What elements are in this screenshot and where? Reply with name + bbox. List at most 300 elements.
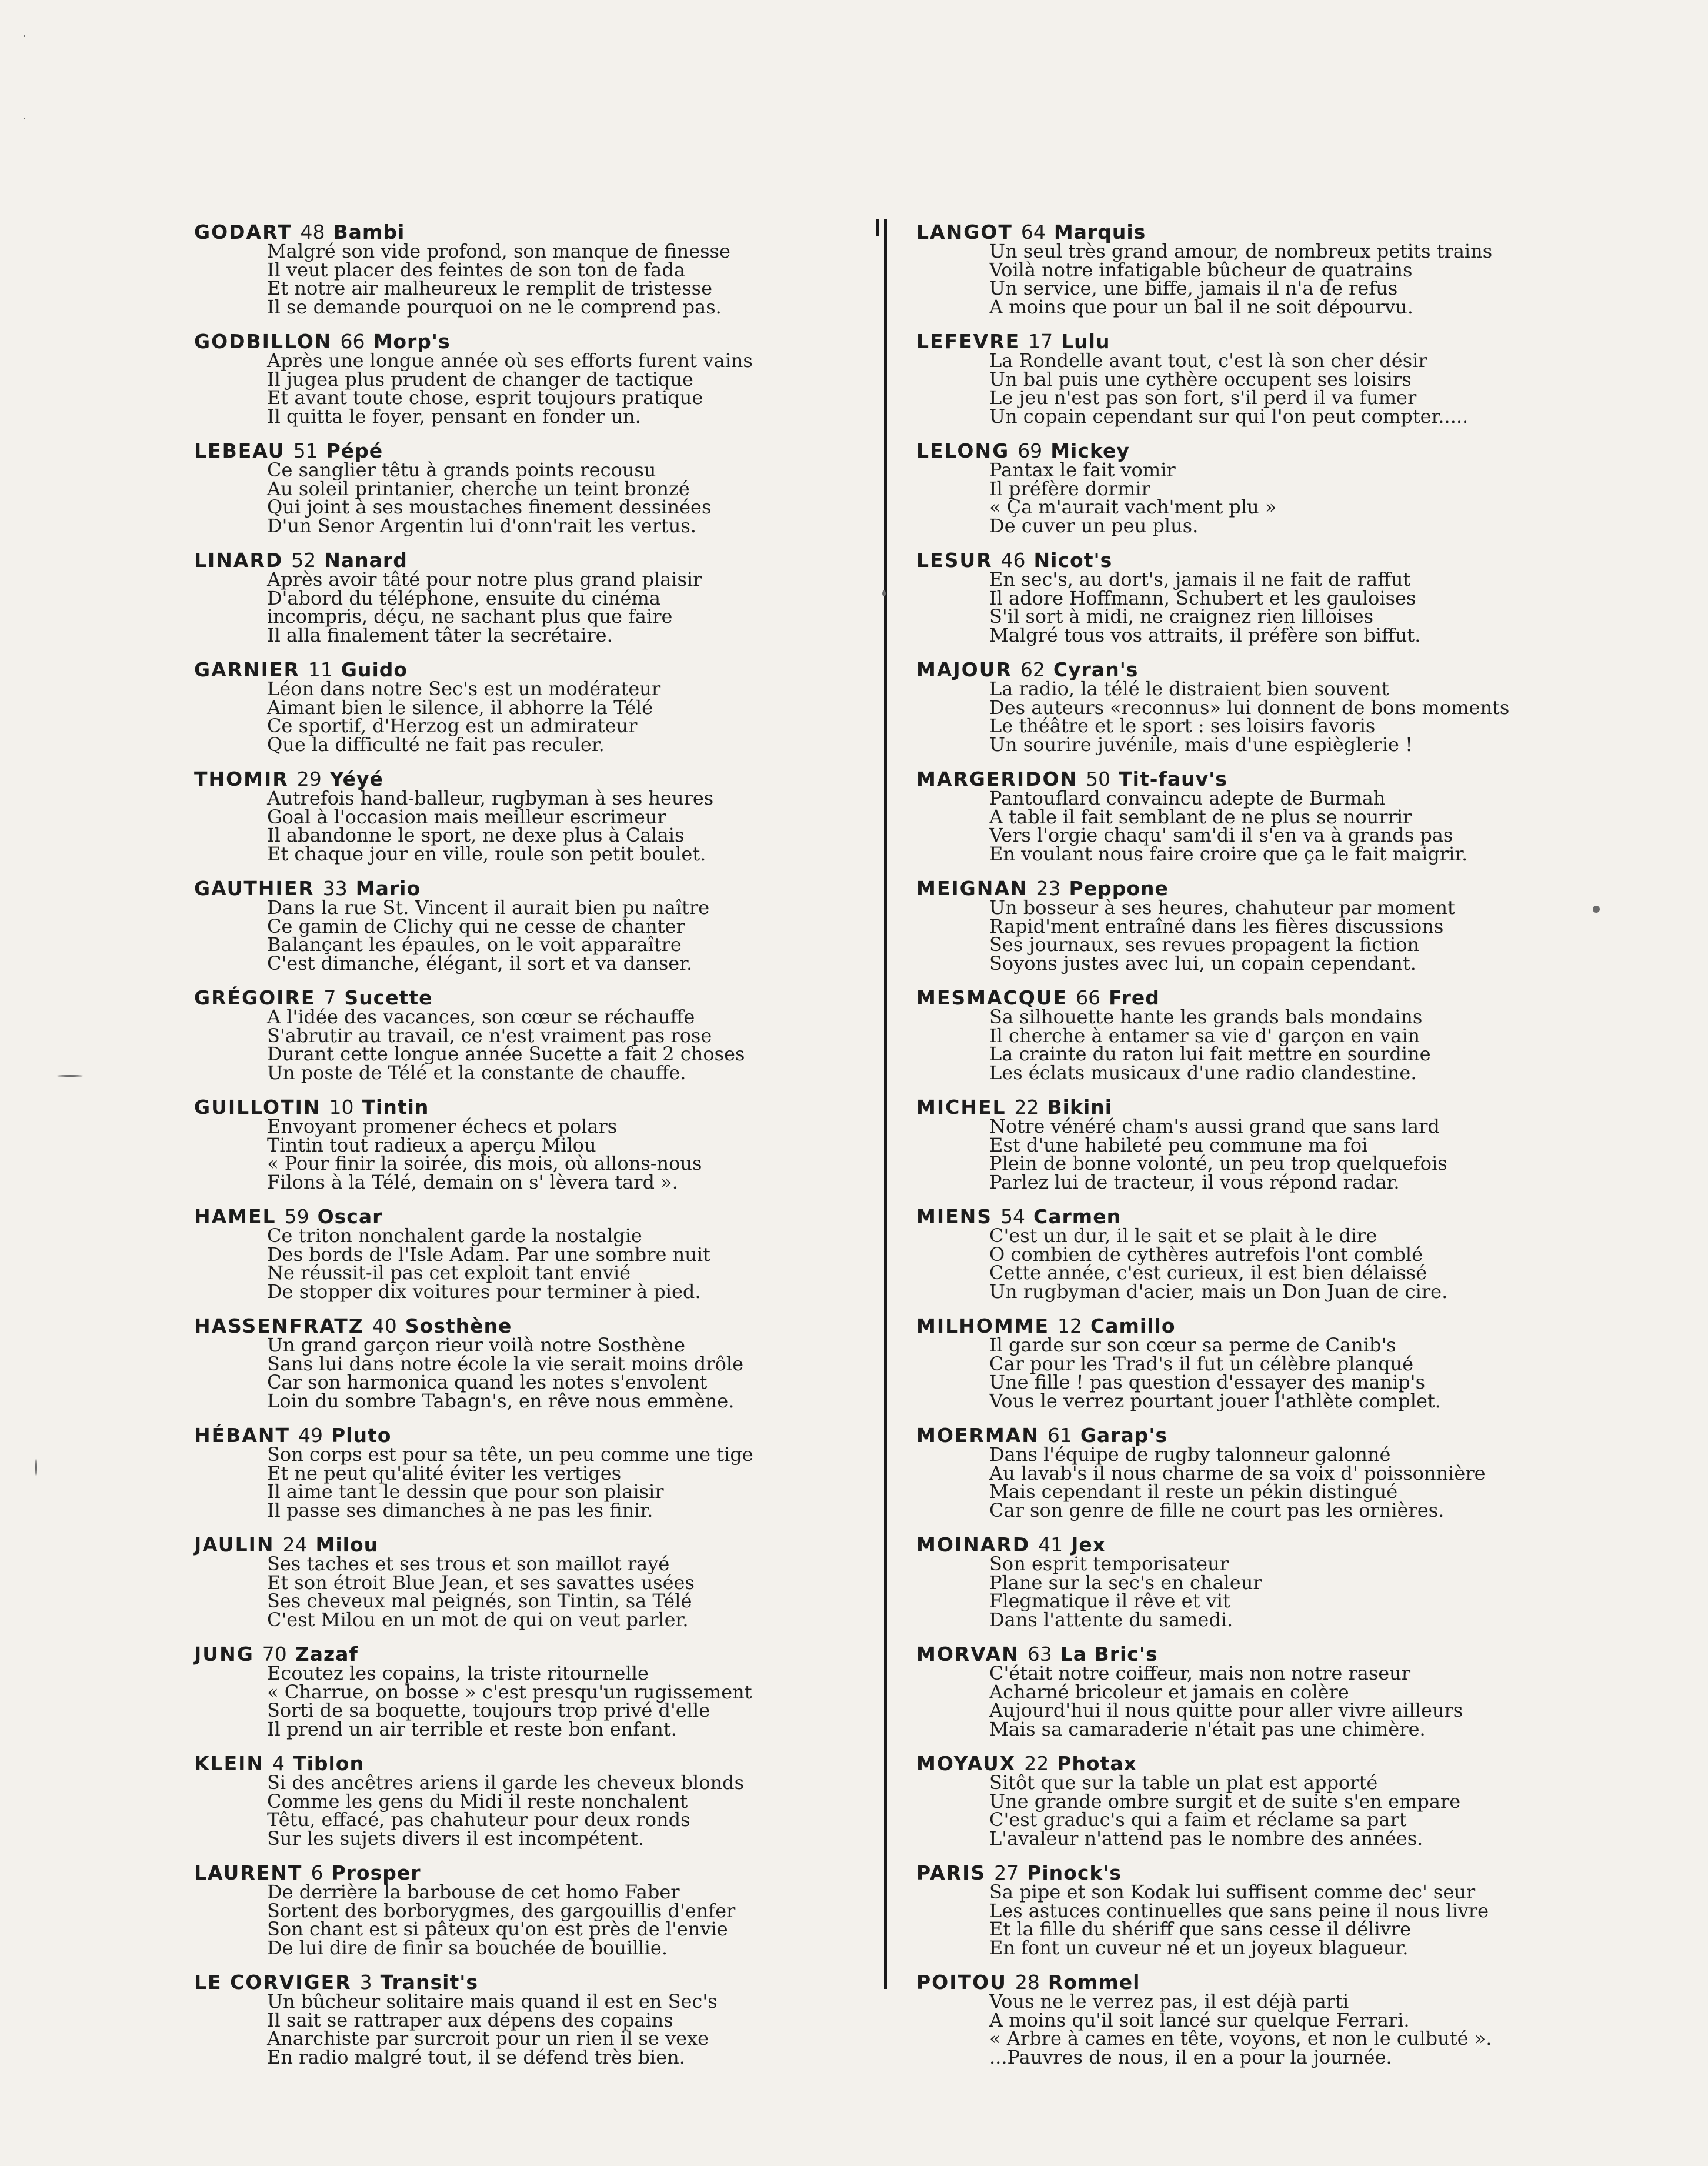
- student-nickname: Oscar: [317, 1205, 383, 1228]
- poem-entry: [916, 1754, 1610, 1848]
- entry-heading: [194, 988, 882, 1008]
- verse-line: Il passe ses dimanches à ne pas les finir.: [267, 1498, 653, 1521]
- verse-line: Sur les sujets divers il est incompétent.: [267, 1827, 644, 1850]
- verse-line: Anarchiste par surcroit pour un rien il se vexe: [267, 2027, 709, 2050]
- verse-block: [267, 677, 882, 756]
- entry-heading: [194, 1754, 882, 1774]
- student-name: MOERMAN: [916, 1424, 1039, 1447]
- verse-line: C'est graduc's qui a faim et réclame sa part: [989, 1808, 1407, 1831]
- student-nickname: Fred: [1109, 986, 1160, 1009]
- poem-entry: [194, 1097, 882, 1192]
- student-name: HASSENFRATZ: [194, 1314, 364, 1337]
- verse-line: A moins qu'il soit lancé sur quelque Ferrari.: [989, 2008, 1410, 2031]
- student-number: 33: [322, 877, 348, 900]
- verse-block: [267, 570, 882, 645]
- verse-line: Notre vénéré cham's aussi grand que sans lard: [989, 1115, 1440, 1137]
- student-name: LAURENT: [194, 1861, 303, 1884]
- verse-block: [267, 242, 882, 316]
- verse-line: Un rugbyman d'acier, mais un Don Juan de cire.: [989, 1280, 1448, 1303]
- entry-heading: [194, 769, 882, 789]
- student-name: LESUR: [916, 549, 993, 572]
- poem-entry: [194, 1207, 882, 1301]
- verse-line: Dans l'attente du samedi.: [989, 1608, 1233, 1631]
- verse-line: De cuver un peu plus.: [989, 514, 1199, 537]
- verse-line: C'est un dur, il le sait et se plait à le dire: [989, 1224, 1377, 1247]
- verse-line: Comme les gens du Midi il reste nonchalent: [267, 1790, 688, 1813]
- poem-entry: [194, 222, 882, 316]
- verse-line: ...Pauvres de nous, il en a pour la journée.: [989, 2045, 1392, 2068]
- verse-line: Sorti de sa boquette, toujours trop privé d'elle: [267, 1699, 710, 1721]
- verse-line: Ce sportif, d'Herzog est un admirateur: [267, 715, 638, 737]
- verse-line: Car pour les Trad's il fut un célèbre planqué: [989, 1352, 1414, 1375]
- verse-line: Le théâtre et le sport : ses loisirs favoris: [989, 715, 1376, 737]
- student-name: GODBILLON: [194, 330, 332, 353]
- student-number: 29: [296, 767, 322, 790]
- verse-line: Il cherche à entamer sa vie d' garçon en vain: [989, 1024, 1420, 1047]
- entry-heading: [194, 1426, 882, 1446]
- verse-block: [267, 1555, 882, 1629]
- verse-line: Il prend un air terrible et reste bon enfant.: [267, 1717, 677, 1740]
- student-name: HAMEL: [194, 1205, 276, 1228]
- verse-line: Plein de bonne volonté, un peu trop quelquefois: [989, 1152, 1447, 1174]
- student-number: 12: [1058, 1314, 1083, 1337]
- verse-line: Des auteurs «reconnus» lui donnent de bons moments: [989, 696, 1510, 719]
- entry-heading: [194, 441, 882, 461]
- verse-block: [267, 349, 882, 428]
- verse-block: [989, 1117, 1610, 1192]
- student-number: 66: [1076, 986, 1101, 1009]
- scan-speck: [24, 35, 25, 37]
- verse-line: Ses taches et ses trous et son maillot rayé: [267, 1553, 670, 1575]
- verse-line: La radio, la télé le distraient bien souvent: [989, 677, 1389, 700]
- verse-line: Car son harmonica quand les notes s'envolent: [267, 1371, 708, 1393]
- verse-line: Parlez lui de tracteur, il vous répond radar.: [989, 1170, 1400, 1193]
- entry-heading: [916, 550, 1610, 570]
- student-number: 40: [372, 1314, 397, 1337]
- student-name: GRÉGOIRE: [194, 986, 316, 1009]
- student-number: 11: [308, 658, 333, 681]
- scan-speck: [1593, 906, 1600, 913]
- verse-line: De derrière la barbouse de cet homo Faber: [267, 1881, 680, 1903]
- verse-block: [989, 896, 1610, 974]
- verse-line: Autrefois hand-balleur, rugbyman à ses heures: [267, 787, 714, 809]
- student-number: 3: [359, 1971, 372, 1994]
- student-nickname: Tit-fauv's: [1119, 767, 1227, 790]
- student-nickname: Pépé: [326, 439, 383, 462]
- entry-heading: [916, 332, 1610, 352]
- poem-entry: [916, 1316, 1610, 1410]
- student-nickname: La Bric's: [1060, 1643, 1158, 1666]
- poem-entry: [916, 879, 1610, 973]
- entry-heading: [916, 1535, 1610, 1555]
- verse-line: Balançant les épaules, on le voit apparaître: [267, 933, 682, 956]
- verse-line: A l'idée des vacances, son cœur se réchauffe: [267, 1006, 695, 1028]
- entry-heading: [916, 1973, 1610, 1993]
- poem-entry: [916, 1426, 1610, 1520]
- verse-line: Est d'une habileté peu commune ma foi: [989, 1133, 1368, 1156]
- verse-line: En voulant nous faire croire que ça le fait maigrir.: [989, 842, 1468, 865]
- entry-heading: [916, 988, 1610, 1008]
- student-name: MAJOUR: [916, 658, 1012, 681]
- entry-heading: [916, 1097, 1610, 1117]
- entry-heading: [194, 1316, 882, 1336]
- verse-block: [989, 1224, 1610, 1303]
- left-column: [194, 222, 882, 2082]
- student-name: MARGERIDON: [916, 767, 1078, 790]
- poem-entry: [194, 1973, 882, 2067]
- entry-heading: [916, 1644, 1610, 1664]
- verse-block: [267, 1883, 882, 1957]
- verse-line: Après une longue année où ses efforts furent vains: [267, 349, 753, 372]
- verse-line: De lui dire de finir sa bouchée de bouillie.: [267, 1936, 668, 1959]
- verse-line: Et la fille du shériff que sans cesse il délivre: [989, 1918, 1412, 1940]
- poem-entry: [916, 769, 1610, 863]
- verse-block: [267, 1443, 882, 1521]
- student-nickname: Carmen: [1033, 1205, 1122, 1228]
- verse-line: Dans l'équipe de rugby talonneur galonné: [989, 1443, 1391, 1466]
- student-number: 49: [298, 1424, 323, 1447]
- verse-line: Ses cheveux mal peignés, son Tintin, sa Télé: [267, 1590, 692, 1612]
- verse-line: La crainte du raton lui fait mettre en sourdine: [989, 1043, 1431, 1065]
- verse-line: Ce gamin de Clichy qui ne cesse de chanter: [267, 915, 685, 937]
- verse-line: Il alla finalement tâter la secrétaire.: [267, 623, 613, 646]
- scan-speck: [24, 118, 25, 119]
- student-number: 48: [300, 221, 325, 243]
- student-number: 27: [994, 1861, 1019, 1884]
- student-name: LE CORVIGER: [194, 1971, 352, 1994]
- verse-line: Ce triton nonchalent garde la nostalgie: [267, 1224, 642, 1247]
- student-number: 24: [282, 1533, 308, 1556]
- verse-line: Les éclats musicaux d'une radio clandestine.: [989, 1061, 1417, 1084]
- verse-line: Flegmatique il rêve et vit: [989, 1590, 1230, 1612]
- student-name: LEFEVRE: [916, 330, 1020, 353]
- student-name: THOMIR: [194, 767, 289, 790]
- poem-entry: [194, 550, 882, 645]
- poem-entry: [916, 332, 1610, 426]
- student-number: 46: [1000, 549, 1026, 572]
- student-name: MESMACQUE: [916, 986, 1068, 1009]
- scan-speck: [56, 1075, 84, 1077]
- student-nickname: Bikini: [1047, 1096, 1113, 1119]
- student-number: 63: [1027, 1643, 1052, 1666]
- student-number: 66: [340, 330, 365, 353]
- verse-line: Un bosseur à ses heures, chahuteur par moment: [989, 896, 1455, 919]
- student-name: GAUTHIER: [194, 877, 315, 900]
- verse-line: Sa pipe et son Kodak lui suffisent comme dec' seur: [989, 1881, 1476, 1903]
- verse-line: Rapid'ment entraîné dans les fières discussions: [989, 915, 1444, 937]
- verse-line: Un service, une biffe, jamais il n'a de refus: [989, 277, 1398, 299]
- student-nickname: Pinock's: [1027, 1861, 1122, 1884]
- verse-line: Ecoutez les copains, la triste ritournelle: [267, 1662, 649, 1684]
- poem-entry: [194, 441, 882, 535]
- student-name: GUILLOTIN: [194, 1096, 321, 1119]
- entry-heading: [916, 1316, 1610, 1336]
- poem-entry: [916, 1097, 1610, 1192]
- poem-entry: [194, 1863, 882, 1957]
- verse-block: [989, 349, 1610, 428]
- poem-entry: [916, 1863, 1610, 1957]
- verse-line: Il préfère dormir: [989, 477, 1150, 500]
- verse-line: Les astuces continuelles que sans peine il nous livre: [989, 1899, 1489, 1922]
- verse-block: [989, 1990, 1610, 2068]
- student-number: 23: [1036, 877, 1061, 900]
- student-name: PARIS: [916, 1861, 986, 1884]
- poem-entry: [916, 660, 1610, 754]
- verse-line: Plane sur la sec's en chaleur: [989, 1571, 1262, 1594]
- verse-line: Car son genre de fille ne court pas les ornières.: [989, 1498, 1445, 1521]
- verse-line: « Pour finir la soirée, dis mois, où allons-nous: [267, 1152, 702, 1174]
- verse-line: Il sait se rattraper aux dépens des copains: [267, 2008, 673, 2031]
- verse-line: C'est Milou en un mot de qui on veut parler.: [267, 1608, 689, 1631]
- verse-line: Envoyant promener échecs et polars: [267, 1115, 618, 1137]
- student-nickname: Sucette: [344, 986, 433, 1009]
- student-nickname: Lulu: [1061, 330, 1110, 353]
- verse-block: [989, 1555, 1610, 1629]
- verse-line: Au soleil printanier, cherche un teint bronzé: [267, 477, 690, 500]
- verse-line: Un copain cependant sur qui l'on peut compter.....: [989, 405, 1469, 428]
- student-nickname: Tiblon: [293, 1752, 364, 1775]
- verse-line: Il abandonne le sport, ne dexe plus à Calais: [267, 824, 685, 846]
- student-number: 54: [1000, 1205, 1026, 1228]
- student-nickname: Mickey: [1050, 439, 1130, 462]
- verse-block: [989, 1336, 1610, 1410]
- student-number: 61: [1047, 1424, 1072, 1447]
- verse-line: Ce sanglier têtu à grands points recousu: [267, 459, 656, 481]
- verse-block: [989, 789, 1610, 863]
- verse-block: [989, 1883, 1610, 1957]
- verse-line: « Charrue, on bosse » c'est presqu'un rugissement: [267, 1680, 752, 1703]
- poem-entry: [194, 1535, 882, 1629]
- entry-heading: [916, 441, 1610, 461]
- verse-block: [989, 1443, 1610, 1521]
- verse-line: Sa silhouette hante les grands bals mondains: [989, 1006, 1423, 1028]
- verse-line: Soyons justes avec lui, un copain cependant.: [989, 952, 1416, 974]
- student-number: 52: [291, 549, 316, 572]
- entry-heading: [194, 1535, 882, 1555]
- verse-block: [267, 1771, 882, 1850]
- student-name: LELONG: [916, 439, 1010, 462]
- verse-block: [989, 1008, 1610, 1082]
- verse-line: Ne réussit-il pas cet exploit tant envié: [267, 1261, 631, 1284]
- verse-line: Vous ne le verrez pas, il est déjà parti: [989, 1990, 1349, 2013]
- verse-block: [267, 1224, 882, 1303]
- entry-heading: [194, 879, 882, 899]
- verse-line: Son chant est si pâteux qu'on est près de l'envie: [267, 1918, 728, 1940]
- verse-block: [267, 1008, 882, 1082]
- entry-heading: [916, 222, 1610, 242]
- entry-heading: [916, 769, 1610, 789]
- poem-entry: [916, 1644, 1610, 1738]
- verse-line: Et son étroit Blue Jean, et ses savattes usées: [267, 1571, 695, 1594]
- verse-line: Qui joint à ses moustaches finement dessinées: [267, 496, 712, 518]
- entry-heading: [194, 1973, 882, 1993]
- verse-line: Pantax le fait vomir: [989, 459, 1176, 481]
- student-number: 59: [284, 1205, 309, 1228]
- student-name: LINARD: [194, 549, 283, 572]
- verse-line: Ses journaux, ses revues propagent la fiction: [989, 933, 1420, 956]
- verse-line: Filons à la Télé, demain on s' lèvera tard ».: [267, 1170, 678, 1193]
- verse-line: Aimant bien le silence, il abhorre la Télé: [267, 696, 653, 719]
- verse-block: [989, 242, 1610, 316]
- verse-line: En radio malgré tout, il se défend très bien.: [267, 2045, 685, 2068]
- entry-heading: [194, 1644, 882, 1664]
- student-name: MIENS: [916, 1205, 993, 1228]
- student-number: 17: [1028, 330, 1053, 353]
- verse-line: S'il sort à midi, ne craignez rien lilloises: [989, 605, 1374, 628]
- verse-line: Si des ancêtres ariens il garde les cheveux blonds: [267, 1771, 744, 1794]
- verse-line: Il garde sur son cœur sa perme de Canib's: [989, 1334, 1396, 1356]
- verse-line: Vous le verrez pourtant jouer l'athlète complet.: [989, 1389, 1441, 1412]
- student-nickname: Guido: [341, 658, 408, 681]
- entry-heading: [916, 1426, 1610, 1446]
- poem-entry: [194, 1426, 882, 1520]
- verse-block: [989, 1664, 1610, 1738]
- poem-entry: [916, 1207, 1610, 1301]
- student-name: JUNG: [194, 1643, 254, 1666]
- verse-line: Acharné bricoleur et jamais en colère: [989, 1680, 1349, 1703]
- verse-line: Durant cette longue année Sucette a fait 2 choses: [267, 1043, 745, 1065]
- verse-line: Un seul très grand amour, de nombreux petits trains: [989, 240, 1493, 262]
- verse-line: Des bords de l'Isle Adam. Par une sombre nuit: [267, 1243, 710, 1266]
- student-number: 22: [1024, 1752, 1049, 1775]
- student-name: LANGOT: [916, 221, 1013, 243]
- poem-entry: [916, 1973, 1610, 2067]
- student-nickname: Yéyé: [329, 767, 383, 790]
- entry-heading: [194, 550, 882, 570]
- verse-line: Sitôt que sur la table un plat est apporté: [989, 1771, 1378, 1794]
- student-name: KLEIN: [194, 1752, 265, 1775]
- student-name: JAULIN: [194, 1533, 275, 1556]
- student-name: HÉBANT: [194, 1424, 290, 1447]
- student-nickname: Cyran's: [1053, 658, 1139, 681]
- verse-block: [989, 570, 1610, 645]
- verse-line: Dans la rue St. Vincent il aurait bien pu naître: [267, 896, 710, 919]
- verse-line: Que la difficulté ne fait pas reculer.: [267, 733, 605, 756]
- entry-heading: [194, 1207, 882, 1227]
- student-name: MICHEL: [916, 1096, 1006, 1119]
- student-nickname: Garap's: [1080, 1424, 1168, 1447]
- entry-heading: [194, 1097, 882, 1117]
- verse-line: Il adore Hoffmann, Schubert et les gauloises: [989, 586, 1416, 609]
- poem-entry: [916, 988, 1610, 1082]
- verse-line: D'un Senor Argentin lui d'onn'rait les vertus.: [267, 514, 696, 537]
- student-nickname: Mario: [355, 877, 421, 900]
- poem-entry: [916, 1535, 1610, 1629]
- verse-line: Loin du sombre Tabagn's, en rêve nous emmène.: [267, 1389, 735, 1412]
- verse-line: Mais cependant il reste un pékin distingué: [989, 1480, 1398, 1503]
- verse-line: Son esprit temporisateur: [989, 1553, 1229, 1575]
- student-nickname: Milou: [315, 1533, 379, 1556]
- right-column: [916, 222, 1610, 2082]
- verse-line: Un grand garçon rieur voilà notre Sosthène: [267, 1334, 686, 1356]
- student-name: MILHOMME: [916, 1314, 1050, 1337]
- verse-line: En font un cuveur né et un joyeux blagueur.: [989, 1936, 1409, 1959]
- column-rule-tick: [876, 219, 879, 236]
- verse-line: C'est dimanche, élégant, il sort et va danser.: [267, 952, 693, 974]
- verse-line: Le jeu n'est pas son fort, s'il perd il va fumer: [989, 386, 1417, 409]
- student-number: 51: [293, 439, 318, 462]
- verse-block: [267, 1117, 882, 1192]
- poem-entry: [194, 332, 882, 426]
- column-divider: [884, 219, 887, 1989]
- student-number: 4: [272, 1752, 285, 1775]
- verse-line: Tintin tout radieux a aperçu Milou: [267, 1133, 596, 1156]
- verse-line: Sans lui dans notre école la vie serait moins drôle: [267, 1352, 743, 1375]
- verse-line: Un bûcheur solitaire mais quand il est en Sec's: [267, 1990, 718, 2013]
- student-number: 7: [323, 986, 336, 1009]
- verse-line: Aujourd'hui il nous quitte pour aller vivre ailleurs: [989, 1699, 1463, 1721]
- verse-block: [267, 461, 882, 535]
- student-name: GARNIER: [194, 658, 300, 681]
- entry-heading: [916, 1754, 1610, 1774]
- verse-line: Têtu, effacé, pas chahuteur pour deux ronds: [267, 1808, 690, 1831]
- verse-line: Vers l'orgie chaqu' sam'di il s'en va à grands pas: [989, 824, 1453, 846]
- student-nickname: Photax: [1057, 1752, 1137, 1775]
- verse-line: Léon dans notre Sec's est un modérateur: [267, 677, 661, 700]
- verse-line: Il jugea plus prudent de changer de tactique: [267, 368, 693, 391]
- scan-speck: [35, 1459, 37, 1476]
- student-nickname: Jex: [1071, 1533, 1106, 1556]
- verse-line: Voilà notre infatigable bûcheur de quatrains: [989, 258, 1413, 281]
- student-number: 28: [1015, 1971, 1040, 1994]
- student-name: MEIGNAN: [916, 877, 1028, 900]
- student-nickname: Marquis: [1053, 221, 1146, 243]
- verse-line: C'était notre coiffeur, mais non notre raseur: [989, 1662, 1411, 1684]
- verse-block: [989, 1771, 1610, 1850]
- verse-block: [267, 1664, 882, 1738]
- student-name: POITOU: [916, 1971, 1007, 1994]
- poem-entry: [194, 1316, 882, 1410]
- verse-line: En sec's, au dort's, jamais il ne fait de raffut: [989, 568, 1411, 590]
- verse-block: [989, 461, 1610, 535]
- poem-entry: [194, 769, 882, 863]
- verse-line: Malgré son vide profond, son manque de finesse: [267, 240, 730, 262]
- student-nickname: Rommel: [1048, 1971, 1140, 1994]
- student-name: LEBEAU: [194, 439, 285, 462]
- verse-line: incompris, déçu, ne sachant plus que faire: [267, 605, 673, 628]
- verse-line: L'avaleur n'attend pas le nombre des années.: [989, 1827, 1423, 1850]
- entry-heading: [194, 222, 882, 242]
- verse-block: [267, 789, 882, 863]
- verse-line: Il veut placer des feintes de son ton de fada: [267, 258, 685, 281]
- student-nickname: Prosper: [331, 1861, 421, 1884]
- verse-line: D'abord du téléphone, ensuite du cinéma: [267, 586, 660, 609]
- verse-line: Un poste de Télé et la constante de chauffe.: [267, 1061, 686, 1084]
- poem-entry: [194, 1644, 882, 1738]
- verse-line: Malgré tous vos attraits, il préfère son biffut.: [989, 623, 1421, 646]
- poem-entry: [194, 660, 882, 754]
- verse-line: Une grande ombre surgit et de suite s'en empare: [989, 1790, 1461, 1813]
- verse-line: S'abrutir au travail, ce n'est vraiment pas rose: [267, 1024, 712, 1047]
- student-nickname: Nanard: [324, 549, 408, 572]
- poem-entry: [916, 441, 1610, 535]
- entry-heading: [916, 1863, 1610, 1883]
- student-number: 64: [1020, 221, 1046, 243]
- student-nickname: Bambi: [333, 221, 405, 243]
- verse-line: Et ne peut qu'alité éviter les vertiges: [267, 1461, 622, 1484]
- student-nickname: Camillo: [1090, 1314, 1176, 1337]
- entry-heading: [916, 1207, 1610, 1227]
- student-number: 62: [1020, 658, 1045, 681]
- student-name: MORVAN: [916, 1643, 1019, 1666]
- student-nickname: Nicot's: [1033, 549, 1113, 572]
- verse-line: A table il fait semblant de ne plus se nourrir: [989, 805, 1412, 828]
- verse-line: Un sourire juvénile, mais d'une espièglerie !: [989, 733, 1413, 756]
- student-nickname: Pluto: [331, 1424, 392, 1447]
- student-nickname: Zazaf: [295, 1643, 358, 1666]
- student-nickname: Transit's: [380, 1971, 479, 1994]
- entry-heading: [194, 660, 882, 680]
